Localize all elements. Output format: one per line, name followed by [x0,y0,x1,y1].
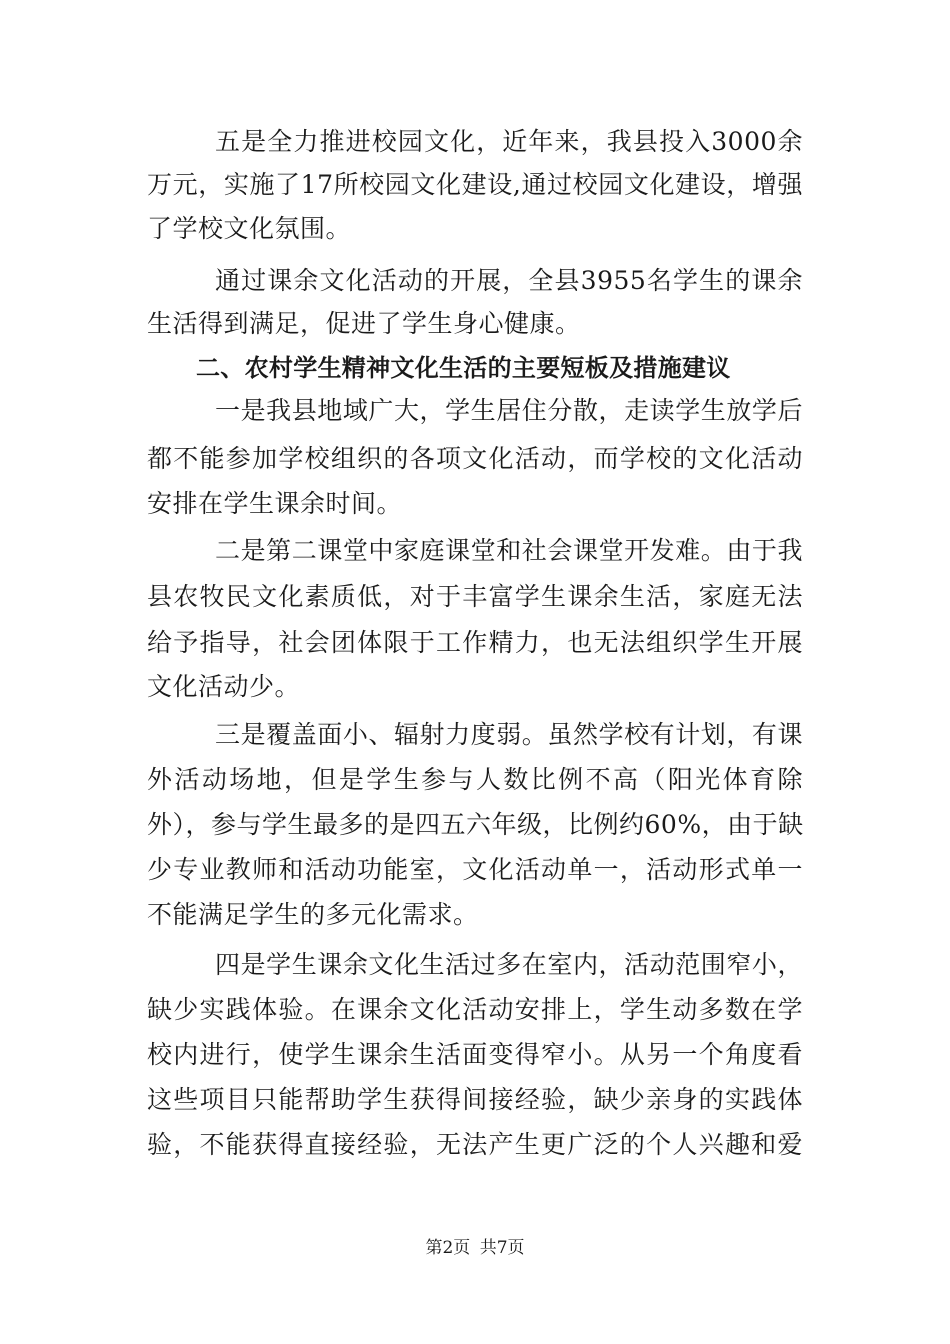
paragraph-line: 了学校文化氛围。 [147,214,352,243]
paragraph-line: 四是学生课余文化生活过多在室内，活动范围窄小， [215,950,803,979]
paragraph-line: 这些项目只能帮助学生获得间接经验，缺少亲身的实践体 [147,1085,803,1114]
paragraph-line: 外活动场地，但是学生参与人数比例不高（阳光体育除 [147,765,803,794]
paragraph-line: 二是第二课堂中家庭课堂和社会课堂开发难。由于我 [215,536,803,565]
section-heading: 二、农村学生精神文化生活的主要短板及措施建议 [196,354,731,382]
paragraph-line: 验，不能获得直接经验，无法产生更广泛的个人兴趣和爱 [147,1130,803,1159]
paragraph-line: 一是我县地域广大，学生居住分散，走读学生放学后 [215,396,803,425]
paragraph-line: 文化活动少。 [147,672,301,701]
paragraph-line: 不能满足学生的多元化需求。 [147,900,479,929]
paragraph-line: 外），参与学生最多的是四五六年级，比例约60%，由于缺 [147,810,804,839]
paragraph-line: 通过课余文化活动的开展，全县3955名学生的课余 [215,266,803,295]
paragraph-line: 校内进行，使学生课余生活面变得窄小。从另一个角度看 [147,1040,803,1069]
paragraph-line: 五是全力推进校园文化，近年来，我县投入3000余 [215,127,803,156]
paragraph-line: 万元，实施了17所校园文化建设,通过校园文化建设，增强 [147,170,803,199]
paragraph-line: 缺少实践体验。在课余文化活动安排上，学生动多数在学 [147,995,803,1024]
paragraph-line: 生活得到满足，促进了学生身心健康。 [147,309,581,338]
paragraph-line: 少专业教师和活动功能室，文化活动单一，活动形式单一 [147,855,803,884]
paragraph-line: 县农牧民文化素质低，对于丰富学生课余生活，家庭无法 [147,582,803,611]
paragraph-line: 安排在学生课余时间。 [147,489,403,518]
paragraph-line: 给予指导，社会团体限于工作精力，也无法组织学生开展 [147,628,803,657]
paragraph-line: 三是覆盖面小、辐射力度弱。虽然学校有计划，有课 [215,720,803,749]
paragraph-line: 都不能参加学校组织的各项文化活动，而学校的文化活动 [147,444,803,473]
page-number-footer: 第2页 共7页 [425,1238,525,1258]
